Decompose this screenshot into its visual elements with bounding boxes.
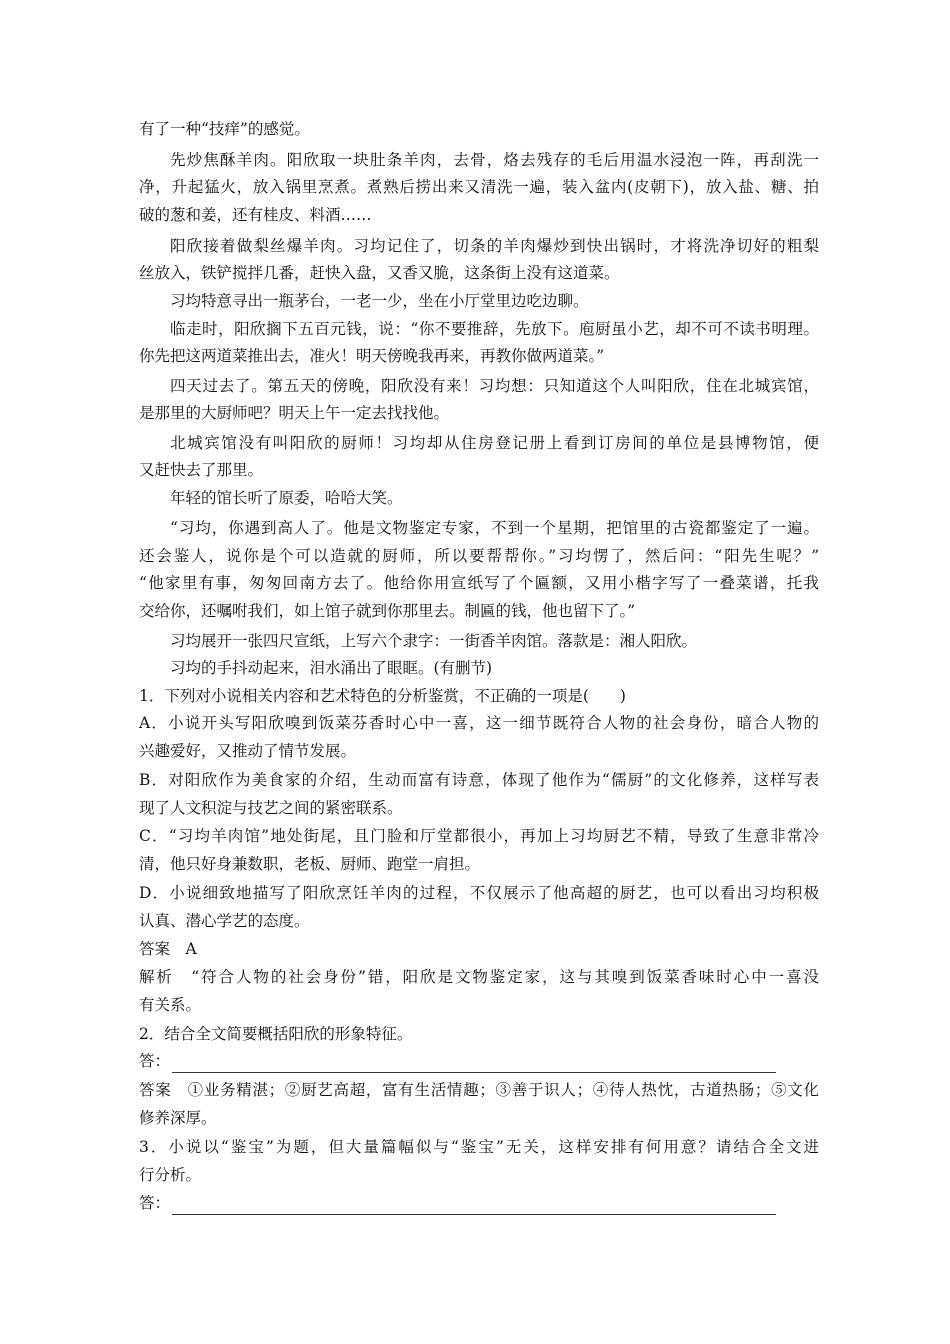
story-paragraph-line: 习均特意寻出一瓶茅台，一老一少，坐在小厅堂里边吃边聊。 bbox=[170, 292, 589, 310]
story-paragraph-line: 四天过去了。第五天的傍晚，阳欣没有来！习均想：只知道这个人叫阳欣，住在北城宾馆， bbox=[170, 377, 819, 395]
option-a: A．小说开头写阳欣嗅到饭菜芬香时心中一喜，这一细节既符合人物的社会身份，暗合人物的 bbox=[139, 714, 819, 732]
story-paragraph-line: 还会鉴人，说你是个可以造就的厨师，所以要帮帮你。”习均愣了，然后问：“阳先生呢？” bbox=[139, 547, 819, 565]
question-2-answer-continued: 修养深厚。 bbox=[139, 1109, 217, 1127]
option-d: D．小说细致地描写了阳欣烹饪羊肉的过程，不仅展示了他高超的厨艺，也可以看出习均积极 bbox=[139, 884, 819, 902]
option-b-continued: 现了人文积淀与技艺之间的紧密联系。 bbox=[139, 799, 403, 817]
story-paragraph-line: 破的葱和姜，还有桂皮、料酒…… bbox=[139, 206, 372, 224]
story-paragraph-line: 是那里的大厨师吧？明天上午一定去找找他。 bbox=[139, 404, 450, 422]
question-1-analysis: 解析 “符合人物的社会身份”错，阳欣是文物鉴定家，这与其嗅到饭菜香味时心中一喜没 bbox=[139, 968, 819, 986]
question-1-answer: 答案 A bbox=[139, 940, 197, 958]
story-paragraph-line: 先炒焦酥羊肉。阳欣取一块肚条羊肉，去骨，烙去残存的毛后用温水浸泡一阵，再刮洗一 bbox=[170, 151, 819, 169]
option-b: B．对阳欣作为美食家的介绍，生动而富有诗意，体现了他作为“儒厨”的文化修养，这样写表 bbox=[139, 771, 819, 789]
question-3-continued: 行分析。 bbox=[139, 1166, 202, 1184]
story-paragraph-line: 丝放入，铁铲搅拌几番，赶快入盘，又香又脆，这条街上没有这道菜。 bbox=[139, 264, 620, 282]
option-c: C．“习均羊肉馆”地处街尾，且门脸和厅堂都很小，再加上习均厨艺不精，导致了生意非常冷 bbox=[139, 827, 819, 845]
option-d-continued: 认真、潜心学艺的态度。 bbox=[139, 912, 310, 930]
story-paragraph-line: 净，升起猛火，放入锅里烹煮。煮熟后捞出来又清洗一遍，装入盆内(皮朝下)，放入盐、糖、拍 bbox=[139, 178, 819, 196]
answer-blank-line[interactable] bbox=[172, 1200, 776, 1215]
option-a-continued: 兴趣爱好，又推动了情节发展。 bbox=[139, 742, 357, 760]
answer-prompt: 答： bbox=[139, 1194, 171, 1212]
story-paragraph-line: 临走时，阳欣搁下五百元钱，说：“你不要推辞，先放下。庖厨虽小艺，却不可不读书明理。 bbox=[170, 320, 819, 338]
story-paragraph-line: 北城宾馆没有叫阳欣的厨师！习均却从住房登记册上看到订房间的单位是县博物馆，便 bbox=[170, 434, 819, 452]
question-1-analysis-continued: 有关系。 bbox=[139, 996, 202, 1014]
story-paragraph-line: 习均展开一张四尺宣纸，上写六个隶字：一街香羊肉馆。落款是：湘人阳欣。 bbox=[170, 632, 698, 650]
story-paragraph-line: 又赶快去了那里。 bbox=[139, 461, 264, 479]
story-paragraph-line: “他家里有事，匆匆回南方去了。他给你用宣纸写了个匾额，又用小楷字写了一叠菜谱，托我 bbox=[139, 574, 819, 592]
question-2-answer: 答案 ①业务精湛；②厨艺高超，富有生活情趣；③善于识人；④待人热忱，古道热肠；⑤文化 bbox=[139, 1081, 819, 1099]
question-3-answer-field[interactable] bbox=[139, 1191, 819, 1215]
answer-blank-line[interactable] bbox=[172, 1058, 776, 1073]
question-1: 1．下列对小说相关内容和艺术特色的分析鉴赏，不正确的一项是( ) bbox=[139, 687, 626, 705]
story-paragraph-line: 交给你，还嘱咐我们，如上馆子就到你那里去。制匾的钱，他也留下了。” bbox=[139, 602, 636, 620]
story-paragraph-line: 阳欣接着做梨丝爆羊肉。习均记住了，切条的羊肉爆炒到快出锅时，才将洗净切好的粗梨 bbox=[170, 237, 819, 255]
story-paragraph-line: 年轻的馆长听了原委，哈哈大笑。 bbox=[170, 489, 403, 507]
option-c-continued: 清，他只好身兼数职，老板、厨师、跑堂一肩担。 bbox=[139, 855, 481, 873]
answer-prompt: 答： bbox=[139, 1052, 171, 1070]
story-paragraph-line: 你先把这两道菜推出去，准火！明天傍晚我再来，再教你做两道菜。” bbox=[139, 347, 605, 365]
story-paragraph-line: “习均，你遇到高人了。他是文物鉴定专家，不到一个星期，把馆里的古瓷都鉴定了一遍。 bbox=[170, 519, 819, 537]
question-3: 3．小说以“鉴宝”为题，但大量篇幅似与“鉴宝”无关，这样安排有何用意？请结合全文进 bbox=[139, 1138, 819, 1156]
story-paragraph-line: 习均的手抖动起来，泪水涌出了眼眶。(有删节) bbox=[170, 659, 493, 677]
story-paragraph-line: 有了一种“技痒”的感觉。 bbox=[139, 120, 310, 138]
question-2: 2．结合全文简要概括阳欣的形象特征。 bbox=[139, 1025, 413, 1043]
question-2-answer-field[interactable] bbox=[139, 1049, 819, 1073]
